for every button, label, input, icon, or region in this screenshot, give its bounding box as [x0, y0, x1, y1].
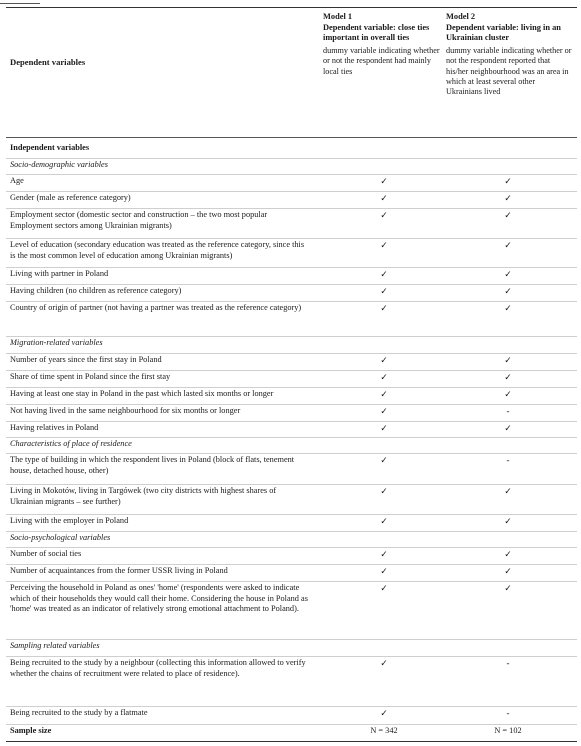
model2-cell: ✓ — [504, 193, 512, 203]
row-label: Independent variables — [10, 143, 90, 152]
row-label: Not having lived in the same neighbourhood for six months or longer — [10, 406, 241, 415]
model1-cell: ✓ — [380, 423, 388, 433]
row-label: Level of education (secondary education was treated as the reference category, since this is the most common level of education among Ukrainian migrants) — [10, 240, 305, 260]
independent-variables-heading-row — [6, 141, 577, 159]
row-label: Country of origin of partner (not having a partner was treated as the reference category) — [10, 303, 302, 312]
model2-cell: ✓ — [504, 210, 512, 220]
section-heading-row — [6, 336, 577, 354]
row-label: Having relatives in Poland — [10, 423, 99, 432]
table-bottom-rule — [6, 741, 577, 742]
model1-cell: ✓ — [380, 286, 388, 296]
model2-cell: ✓ — [504, 286, 512, 296]
model2-cell: ✓ — [504, 372, 512, 382]
model2-title: Model 2 — [446, 12, 476, 21]
table-row — [6, 564, 577, 582]
table-top-rule — [6, 7, 577, 8]
table-row — [6, 208, 577, 239]
row-label: Number of social ties — [10, 549, 82, 558]
model1-cell: ✓ — [380, 583, 388, 593]
row-label: Age — [10, 176, 24, 185]
section-heading-row — [6, 158, 577, 175]
model1-cell: ✓ — [380, 566, 388, 576]
top-fragment-rule — [0, 0, 40, 4]
model1-cell: ✓ — [380, 516, 388, 526]
row-label: Number of years since the first stay in Poland — [10, 355, 162, 364]
model2-cell: ✓ — [504, 303, 512, 313]
table-row — [6, 547, 577, 565]
table-row — [6, 706, 577, 725]
row-label: Socio-demographic variables — [10, 160, 108, 169]
model2-cell: - — [506, 455, 510, 465]
model2-cell: ✓ — [504, 549, 512, 559]
table-row — [6, 370, 577, 388]
table-row — [6, 387, 577, 405]
row-label: Number of acquaintances from the former USSR living in Poland — [10, 566, 228, 575]
table-row — [6, 404, 577, 422]
row-label: Having children (no children as reference category) — [10, 286, 182, 295]
table-row — [6, 514, 577, 532]
model1-cell: ✓ — [380, 372, 388, 382]
model2-dependent-variable: Dependent variable: living in an Ukrainian cluster — [446, 22, 561, 43]
model2-header — [446, 12, 572, 98]
model1-cell: ✓ — [380, 240, 388, 250]
model1-cell: ✓ — [380, 486, 388, 496]
model2-cell: ✓ — [504, 566, 512, 576]
model2-description: dummy variable indicating whether or not the respondent reported that his/her neighbourhood was an area in which at least several other Ukrainians lived — [446, 45, 572, 97]
row-label: Employment sector (domestic sector and construction – the two most popular Employment sectors among Ukrainian migrants) — [10, 210, 268, 230]
model1-cell: ✓ — [380, 176, 388, 186]
model1-cell: ✓ — [380, 303, 388, 313]
row-label: Gender (male as reference category) — [10, 193, 131, 202]
model1-cell: ✓ — [380, 269, 388, 279]
model1-dependent-variable: Dependent variable: close ties important in overall ties — [323, 22, 430, 43]
model1-header — [323, 12, 447, 77]
row-label: Being recruited to the study by a neighbour (collecting this information allowed to verify whether the chains of recruitment were related to place of residence). — [10, 658, 306, 678]
row-label: Characteristics of place of residence — [10, 439, 132, 448]
section-heading-row — [6, 639, 577, 657]
row-label: Being recruited to the study by a flatmate — [10, 708, 148, 717]
table-row — [6, 238, 577, 268]
table-row — [6, 191, 577, 209]
header-divider — [6, 137, 577, 138]
model2-cell: N = 102 — [494, 726, 522, 735]
model1-cell: ✓ — [380, 193, 388, 203]
model1-title: Model 1 — [323, 12, 353, 21]
row-label: Living with partner in Poland — [10, 269, 109, 278]
table-row — [6, 301, 577, 337]
model2-cell: ✓ — [504, 423, 512, 433]
table-row — [6, 353, 577, 371]
row-label: Socio-psychological variables — [10, 533, 111, 542]
model1-description: dummy variable indicating whether or not the respondent had mainly local ties — [323, 45, 440, 76]
row-label: Share of time spent in Poland since the first stay — [10, 372, 171, 381]
table-row — [6, 174, 577, 192]
row-label: Having at least one stay in Poland in the past which lasted six months or longer — [10, 389, 274, 398]
model2-cell: - — [506, 658, 510, 668]
model2-cell: - — [506, 406, 510, 416]
table-row — [6, 421, 577, 438]
model1-cell: ✓ — [380, 210, 388, 220]
model1-cell: N = 342 — [370, 726, 398, 735]
table-row — [6, 453, 577, 485]
model1-cell: ✓ — [380, 355, 388, 365]
table-row — [6, 581, 577, 640]
model2-cell: ✓ — [504, 389, 512, 399]
row-label: Sample size — [10, 726, 52, 735]
section-heading-row — [6, 437, 577, 454]
model2-cell: ✓ — [504, 516, 512, 526]
row-label: Sampling related variables — [10, 641, 100, 650]
model1-cell: ✓ — [380, 455, 388, 465]
model2-cell: ✓ — [504, 240, 512, 250]
table-row — [6, 484, 577, 515]
model2-cell: ✓ — [504, 583, 512, 593]
model2-cell: ✓ — [504, 269, 512, 279]
row-label: Migration-related variables — [10, 338, 103, 347]
model1-cell: ✓ — [380, 708, 388, 718]
model1-cell: ✓ — [380, 658, 388, 668]
model1-cell: ✓ — [380, 389, 388, 399]
table-row — [6, 267, 577, 285]
row-label: Perceiving the household in Poland as ones' 'home' (respondents were asked to indicate which of their households they would call their home. Considering the house in Poland as 'home' was treated as an indicator of relatively strong emotional attachment to Poland). — [10, 583, 308, 614]
model1-cell: ✓ — [380, 406, 388, 416]
section-heading-row — [6, 531, 577, 548]
model2-cell: ✓ — [504, 486, 512, 496]
table-row — [6, 284, 577, 302]
row-label: Living with the employer in Poland — [10, 516, 129, 525]
model1-cell: ✓ — [380, 549, 388, 559]
row-label: Living in Mokotów, living in Targówek (two city districts with highest shares of Ukrainian migrants – see further) — [10, 486, 277, 506]
dependent-variables-label: Dependent variables — [10, 57, 86, 67]
table-row — [6, 656, 577, 707]
table-header — [6, 9, 577, 137]
model2-cell: ✓ — [504, 355, 512, 365]
sample-size-row — [6, 724, 577, 741]
model2-cell: ✓ — [504, 176, 512, 186]
row-label: The type of building in which the respondent lives in Poland (block of flats, tenement house, detached house, other) — [10, 455, 295, 475]
model2-cell: - — [506, 708, 510, 718]
